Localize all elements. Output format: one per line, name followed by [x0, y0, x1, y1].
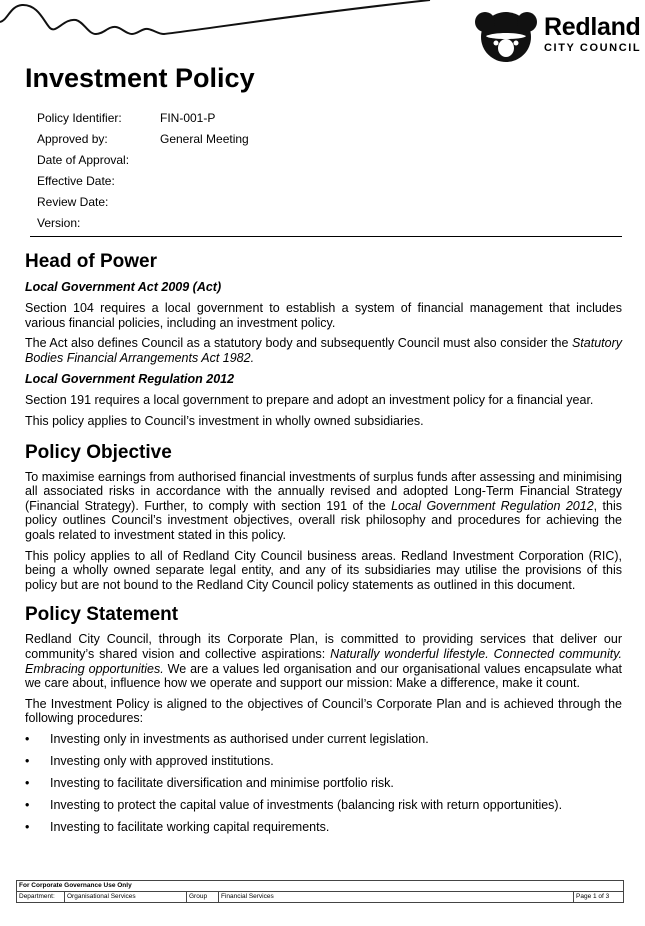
paragraph: [25, 470, 622, 543]
text-run: To maximise earnings from authorised financial investments of surplus funds after assessing and minimising all associated risks in accordance with the annually revised and adopted Long-Term Financial Strategy (Financial Strategy). Further, to comply with section 191 of the: [25, 469, 622, 513]
footer-page-number: Page 1 of 3: [576, 893, 610, 900]
footer-row: [17, 891, 623, 902]
paragraph: [25, 336, 622, 365]
list-item-text: Investing only in investments as authorised under current legislation.: [50, 731, 429, 746]
meta-row: [37, 108, 249, 129]
bullet-icon: •: [25, 797, 30, 812]
bullet-icon: •: [25, 731, 30, 746]
meta-label: Policy Identifier:: [37, 111, 122, 125]
paragraph: Section 191 requires a local government to prepare and adopt an investment policy for a financial year.: [25, 393, 594, 408]
text-run: , this policy outlines Council’s investment objectives, overall risk philosophy and procedures for achieving the goals related to investment stated in this policy.: [25, 498, 623, 542]
footer-department-value: Organisational Services: [65, 892, 187, 902]
list-item: [25, 754, 622, 776]
subheading-act: Local Government Act 2009 (Act): [25, 280, 222, 294]
text-run: The Act also defines Council as a statutory body and subsequently Council must also consider the: [25, 336, 572, 351]
list-item: [25, 776, 622, 798]
procedures-list: [25, 732, 622, 842]
document-body: [25, 250, 622, 842]
meta-row: [37, 129, 249, 150]
text-run-italic: Statutory Bodies Financial Arrangements Act 1982.: [25, 336, 622, 365]
page-title: Investment Policy: [25, 63, 255, 93]
paragraph: This policy applies to Council’s investment in wholly owned subsidiaries.: [25, 413, 424, 428]
list-item: [25, 820, 622, 842]
section-heading-policy-statement: Policy Statement: [25, 604, 179, 626]
section-heading-policy-objective: Policy Objective: [25, 441, 172, 463]
meta-value: General Meeting: [160, 132, 249, 146]
list-item-text: Investing only with approved institutions.: [50, 753, 274, 768]
footer-group-value: Financial Services: [219, 892, 574, 902]
list-item-text: Investing to facilitate working capital requirements.: [50, 819, 330, 834]
text-run-italic: Local Government Regulation 2012: [391, 498, 594, 513]
bullet-icon: •: [25, 775, 30, 790]
text-run: We are a values led organisation and our organisational values encapsulate what we care about, influence how we operate and support our mission: Make a difference, make it count.: [25, 661, 622, 691]
list-item-text: Investing to protect the capital value of investments (balancing risk with return opportunities).: [50, 797, 563, 812]
divider: [30, 236, 622, 237]
meta-value: FIN-001-P: [160, 111, 216, 125]
footer-table: [16, 880, 624, 903]
footer-group-label: Group: [187, 892, 219, 902]
subheading-regulation: Local Government Regulation 2012: [25, 372, 235, 387]
koala-emblem-icon: [474, 10, 538, 64]
decorative-wave-line: [0, 0, 440, 48]
bullet-icon: •: [25, 819, 30, 834]
bullet-icon: •: [25, 753, 30, 768]
paragraph: The Investment Policy is aligned to the objectives of Council’s Corporate Plan and is achieved through the following procedures:: [25, 696, 622, 726]
text-run: Redland City Council, through its Corporate Plan, is committed to providing services that deliver our community’s shared vision and collective aspirations:: [25, 632, 622, 661]
paragraph: Section 104 requires a local government to establish a system of financial management that includes various financial policies, including an investment policy.: [25, 301, 622, 330]
list-item: [25, 732, 622, 754]
meta-row: [37, 192, 249, 213]
meta-label: Date of Approval:: [37, 153, 130, 167]
logo-subtitle: CITY COUNCIL: [544, 42, 642, 54]
footer-row: [17, 881, 623, 891]
meta-label: Effective Date:: [37, 174, 115, 188]
meta-row: [37, 150, 249, 171]
paragraph: [25, 632, 622, 690]
meta-label: Review Date:: [37, 195, 109, 209]
policy-metadata: [37, 108, 249, 234]
logo-name: Redland: [544, 13, 641, 41]
list-item-text: Investing to facilitate diversification and minimise portfolio risk.: [50, 775, 394, 790]
meta-row: [37, 213, 249, 234]
text-run-italic: Naturally wonderful lifestyle. Connected community. Embracing opportunities.: [25, 646, 622, 676]
footer-use-only: For Corporate Governance Use Only: [19, 882, 132, 889]
section-heading-head-of-power: Head of Power: [25, 251, 157, 272]
meta-label: Approved by:: [37, 132, 108, 146]
footer-department-label: Department:: [17, 892, 65, 902]
paragraph: This policy applies to all of Redland City Council business areas. Redland Investment Corporation (RIC), being a wholly owned separate legal entity, and any of its subsidiaries may utilise the provisions of this policy but are not bound to the Redland City Council policy statements as outlined in this document.: [25, 548, 622, 592]
meta-row: [37, 171, 249, 192]
list-item: [25, 798, 622, 820]
redland-logo: [474, 10, 644, 64]
meta-label: Version:: [37, 216, 81, 230]
